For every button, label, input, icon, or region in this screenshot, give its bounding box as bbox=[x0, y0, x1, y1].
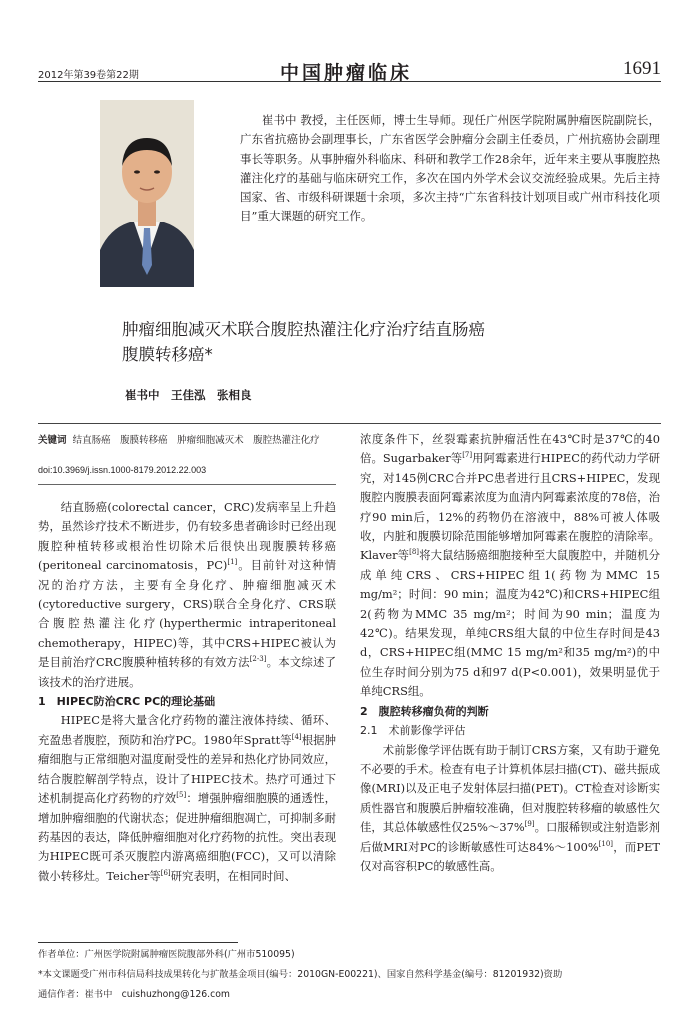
article-title-line2: 腹膜转移癌* bbox=[122, 345, 213, 364]
left-paragraph-2: HIPEC是将大量含化疗药物的灌注液体持续、循环、充盈患者腹腔，预防和治疗PC。1980年Spratt等[4]根据肿瘤细胞与正常细胞对温度耐受性的差异和热化疗协同效应，结合腹腔解剖学特点，设计了HIPEC技术。热疗可通过下述机制提高化疗药物的疗效[5]：增强肿瘤细胞膜的通透性，增加肿瘤细胞的代谢状态；促进肿瘤细胞凋亡，可抑制多耐药基因的表达，降低肿瘤细胞对化疗药物的抗性。突出表现为HIPEC既可杀灭腹腔内游离癌细胞(FCC)，又可以清除微小转移灶。Teicher等[6]研究表明，在相同时间、 bbox=[38, 713, 336, 883]
header-rule bbox=[38, 81, 661, 82]
right-paragraph-1: 浓度条件下，丝裂霉素抗肿瘤活性在43℃时是37℃的40倍。Sugarbaker等[7]用阿霉素进行HIPEC的药代动力学研究，对145例CRC合并PC患者进行且CRS+HIPEC，发现腹腔内腹膜表面阿霉素浓度为血清内阿霉素浓度的78倍，治疗90 min后，12%的药物仍在溶液中，88%可被人体吸收，内脏和腹膜切除范围能够增加阿霉素在腹腔的清除率。Klaver等[8]将大鼠结肠癌细胞接种至大鼠腹腔中，并随机分成单纯CRS、CRS+HIPEC组1(药物为MMC 15 mg/m²；时间：90 min；温度为42℃)和CRS+HIPEC组2(药物为MMC 35 mg/m²；时间为90 min；温度为42℃)。结果发现，单纯CRS组大鼠的中位生存时间是43 d，CRS+HIPEC组(MMC 15 mg/m²和35 mg/m²)的中位生存时间分别为75 d和97 d(P<0.001)，效果明显优于单纯CRS组。 bbox=[360, 432, 660, 699]
right-column bbox=[360, 430, 660, 876]
citation: [2-3] bbox=[249, 655, 267, 664]
author-bio: 崔书中 教授，主任医师，博士生导师。现任广州医学院附属肿瘤医院副院长，广东省抗癌协会副理事长，广东省医学会肿瘤分会副主任委员，广州抗癌协会副理事长等职务。从事肿瘤外科临床、科研和教学工作28余年，近年来主要从事腹腔热灌注化疗的基础与临床研究工作，多次在国内外学术会议交流经验成果。先后主持国家、省、市级科研课题十余项，多次主持“广东省科技计划项目或广州市科技化项目”重大课题的研究工作。 bbox=[240, 113, 660, 224]
citation: [7] bbox=[462, 451, 473, 460]
author-list: 崔书中 王佳泓 张相良 bbox=[125, 388, 252, 402]
citation: [8] bbox=[409, 548, 420, 557]
citation: [10] bbox=[598, 839, 614, 848]
article-title-line1: 肿瘤细胞减灭术联合腹腔热灌注化疗治疗结直肠癌 bbox=[122, 320, 485, 339]
author-portrait bbox=[100, 100, 194, 287]
citation: [9] bbox=[524, 820, 535, 829]
issue-info: 2012年第39卷第22期 bbox=[38, 70, 139, 81]
keywords-text: 结直肠癌 腹膜转移癌 肿瘤细胞减灭术 腹腔热灌注化疗 bbox=[72, 435, 320, 446]
funding-note: *本文课题受广州市科信局科技成果转化与扩散基金项目(编号：2010GN-E00221)、国家自然科学基金(编号：81201932)资助 bbox=[38, 969, 563, 980]
footnote-rule bbox=[38, 942, 238, 943]
citation: [5] bbox=[176, 791, 187, 800]
keywords-block bbox=[38, 433, 336, 449]
doi: doi:10.3969/j.issn.1000-8179.2012.22.003 bbox=[38, 465, 207, 475]
section-heading-2: 2 腹腔转移瘤负荷的判断 bbox=[360, 704, 489, 718]
left-column bbox=[38, 498, 336, 886]
page-number: 1691 bbox=[623, 58, 661, 79]
keywords-label: 关键词 bbox=[38, 435, 67, 446]
citation: [4] bbox=[291, 733, 302, 742]
subsection-heading-2-1: 2.1 术前影像学评估 bbox=[360, 724, 466, 738]
affiliation-note: 作者单位：广州医学院附属肿瘤医院腹部外科(广州市510095) bbox=[38, 949, 295, 960]
keywords-rule bbox=[38, 484, 336, 485]
section-heading-1: 1 HIPEC防治CRC PC的理论基础 bbox=[38, 695, 216, 709]
correspondence-note: 通信作者：崔书中 cuishuzhong@126.com bbox=[38, 989, 230, 1000]
left-paragraph-1: 结直肠癌(colorectal cancer，CRC)发病率呈上升趋势，虽然诊疗技术不断进步，仍有较多患者确诊时已经出现腹腔种植转移或根治性切除术后很快出现腹膜转移癌(peritoneal carcinomatosis，PC)[1]。目前针对这种情况的治疗方法，主要有全身化疗、肿瘤细胞减灭术(cytoreductive surgery，CRS)联合全身化疗、CRS联合腹腔热灌注化疗(hyperthermic intraperitoneal chemotherapy，HIPEC)等，其中CRS+HIPEC被认为是目前治疗CRC腹膜种植转移的有效方法[2-3]。本文综述了该技术的治疗进展。 bbox=[38, 500, 336, 689]
citation: [1] bbox=[227, 558, 238, 567]
title-rule bbox=[38, 423, 661, 424]
article-title bbox=[122, 317, 622, 367]
citation: [6] bbox=[160, 868, 171, 877]
right-paragraph-2: 术前影像学评估既有助于制订CRS方案，又有助于避免不必要的手术。检查有电子计算机体层扫描(CT)、磁共振成像(MRI)以及正电子发射体层扫描(PET)。CT检查对诊断实质性器官和腹膜后肿瘤较准确，但对腹腔转移瘤的敏感性欠佳，其总体敏感性仅25%～37%[9]。口服稀钡或注射造影剂后做MRI对PC的诊断敏感性可达84%～100%[10]，而PET仅对高容积PC的敏感性高。 bbox=[360, 742, 660, 873]
journal-title: 中国肿瘤临床 bbox=[280, 62, 413, 84]
